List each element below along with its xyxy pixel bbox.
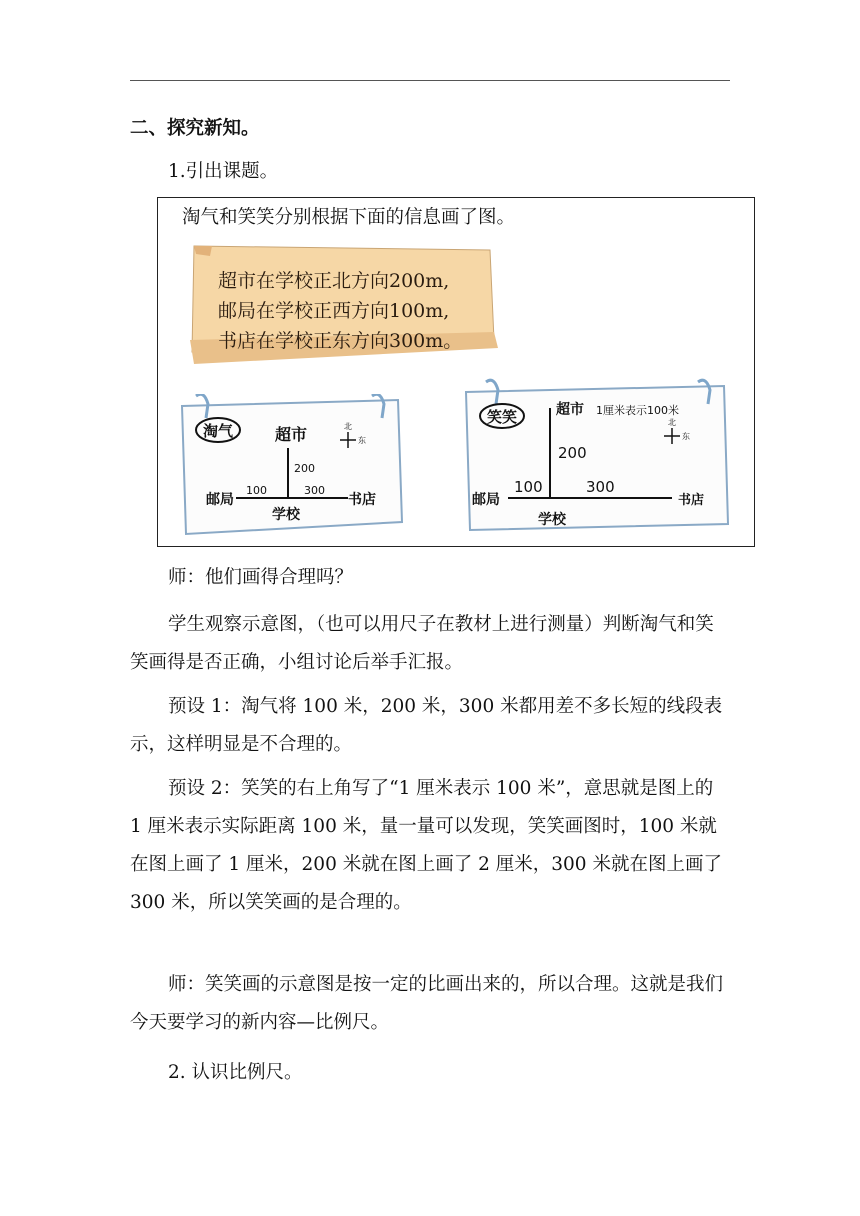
note-line-post-office: 邮局在学校正西方向100m, (218, 300, 450, 322)
xiaoxiao-distance-west: 100 (514, 478, 543, 496)
svg-text:北: 北 (668, 418, 676, 427)
xiaoxiao-school: 学校 (538, 512, 566, 528)
xiaoxiao-badge: 笑笑 (486, 408, 518, 426)
taoqi-badge: 淘气 (202, 422, 234, 440)
xiaoxiao-map-card (458, 378, 734, 544)
xiaoxiao-post-office: 邮局 (472, 492, 500, 508)
svg-text:东: 东 (682, 432, 690, 441)
xiaoxiao-bookstore: 书店 (678, 493, 705, 508)
textbook-figure (157, 197, 755, 547)
taoqi-distance-north: 200 (294, 462, 315, 475)
taoqi-distance-east: 300 (304, 484, 325, 497)
student-observation: 学生观察示意图，（也可以用尺子在教材上进行测量）判断淘气和笑笑画得是否正确，小组讨论后举手汇报。 (130, 614, 714, 673)
preset-1: 预设 1：淘气将 100 米，200 米，300 米都用差不多长短的线段表示，这样明显是不合理的。 (130, 696, 723, 755)
taoqi-post-office: 邮局 (206, 492, 234, 508)
xiaoxiao-scale-note: 1厘米表示100米 (596, 404, 679, 417)
svg-text:北: 北 (344, 422, 352, 431)
xiaoxiao-distance-east: 300 (586, 478, 615, 496)
xiaoxiao-distance-north: 200 (558, 444, 587, 462)
section-heading: 二、探究新知。 (130, 118, 260, 139)
svg-text:东: 东 (358, 436, 366, 445)
step-1-title: 1.引出课题。 (168, 161, 279, 182)
taoqi-school: 学校 (272, 507, 300, 523)
preset-2: 预设 2：笑笑的右上角写了“1 厘米表示 100 米”，意思就是图上的 1 厘米表示实际距离 100 米，量一量可以发现，笑笑画图时，100 米就在图上画了 1 厘米，200 米就在图上画了 2 厘米，300 米就在图上画了 300 米，所以笑笑画的是合理的。 (130, 778, 722, 913)
taoqi-bookstore: 书店 (348, 492, 376, 508)
teacher-summary: 师：笑笑画的示意图是按一定的比画出来的，所以合理。这就是我们今天要学习的新内容—比例尺。 (130, 974, 724, 1033)
note-line-bookstore: 书店在学校正东方向300m。 (218, 330, 463, 352)
header-rule (130, 80, 730, 81)
taoqi-map-card (176, 394, 408, 544)
step-2-title: 2. 认识比例尺。 (168, 1062, 303, 1083)
figure-caption: 淘气和笑笑分别根据下面的信息画了图。 (182, 207, 516, 228)
taoqi-supermarket: 超市 (274, 425, 308, 444)
xiaoxiao-supermarket: 超市 (556, 402, 584, 418)
teacher-question: 师：他们画得合理吗？ (168, 567, 354, 588)
note-line-supermarket: 超市在学校正北方向200m, (218, 270, 450, 292)
taoqi-distance-west: 100 (246, 484, 267, 497)
